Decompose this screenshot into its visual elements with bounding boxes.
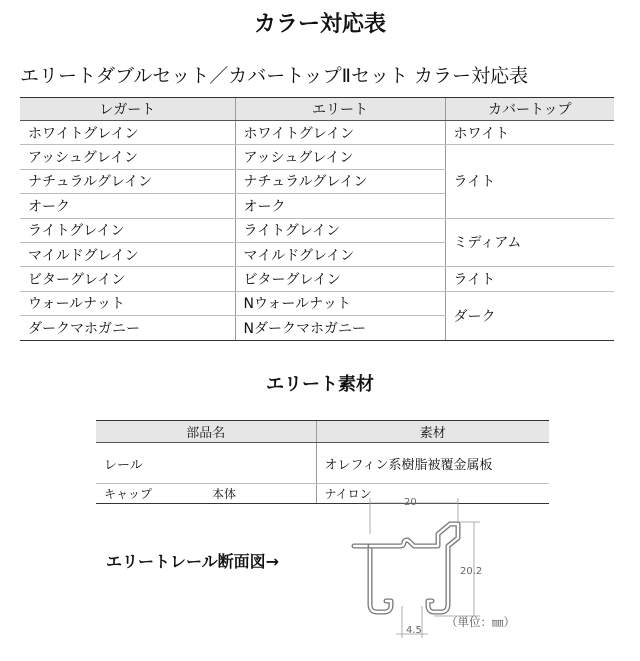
header-elite: エリート <box>235 98 445 121</box>
material-table-header <box>96 421 549 443</box>
header-part-name: 部品名 <box>96 421 316 443</box>
header-covertop: カバートップ <box>445 98 614 121</box>
header-legato: レガート <box>20 98 235 121</box>
table-row <box>96 443 549 484</box>
table-row <box>20 121 614 145</box>
color-table-header <box>20 98 614 121</box>
material-table <box>96 420 549 504</box>
elite-cell: ナチュラルグレイン <box>235 169 445 193</box>
rail-section-label: エリートレール断面図→ <box>106 552 280 571</box>
part-name: キャップ <box>104 487 153 501</box>
part-cell <box>96 484 316 504</box>
elite-cell: アッシュグレイン <box>235 145 445 169</box>
legato-cell: ビターグレイン <box>20 267 235 291</box>
elite-cell: ビターグレイン <box>235 267 445 291</box>
legato-cell: ライトグレイン <box>20 218 235 242</box>
color-table-title: エリートダブルセット／カバートップⅡセット カラー対応表 <box>20 65 529 87</box>
rail-profile-left <box>354 546 391 612</box>
rail-cross-section-diagram <box>340 494 540 644</box>
material-table-title: エリート素材 <box>266 374 374 395</box>
legato-cell: ホワイトグレイン <box>20 121 235 145</box>
covertop-cell: ライト <box>445 267 614 291</box>
legato-cell: ナチュラルグレイン <box>20 169 235 193</box>
elite-cell: オーク <box>235 194 445 218</box>
table-row <box>20 291 614 315</box>
legato-cell: マイルドグレイン <box>20 242 235 266</box>
material-cell: オレフィン系樹脂被覆金属板 <box>316 443 549 484</box>
elite-cell: Nダークマホガニー <box>235 316 445 340</box>
elite-cell: ライトグレイン <box>235 218 445 242</box>
legato-cell: アッシュグレイン <box>20 145 235 169</box>
rail-profile-right <box>370 524 458 612</box>
legato-cell: オーク <box>20 194 235 218</box>
part-sub-name: 本体 <box>212 487 237 501</box>
rail-profile-right-inner <box>370 524 458 612</box>
legato-cell: ウォールナット <box>20 291 235 315</box>
elite-cell: マイルドグレイン <box>235 242 445 266</box>
part-name: レール <box>104 457 143 473</box>
covertop-cell: ミディアム <box>445 218 614 267</box>
table-row <box>20 145 614 169</box>
elite-cell: ホワイトグレイン <box>235 121 445 145</box>
unit-note: （単位：㎜） <box>446 615 515 629</box>
opening-dimension-text: 4.5 <box>406 625 422 636</box>
material-cell: ナイロン <box>316 484 549 504</box>
covertop-cell: ライト <box>445 145 614 218</box>
covertop-cell: ホワイト <box>445 121 614 145</box>
header-material: 素材 <box>316 421 549 443</box>
covertop-cell: ダーク <box>445 291 614 340</box>
legato-cell: ダークマホガニー <box>20 316 235 340</box>
table-row <box>20 267 614 291</box>
height-dimension-text: 20.2 <box>460 566 483 577</box>
table-row <box>20 218 614 242</box>
part-cell <box>96 443 316 484</box>
page-title: カラー対応表 <box>253 12 386 37</box>
elite-cell: Nウォールナット <box>235 291 445 315</box>
width-dimension-text: 20 <box>404 497 417 508</box>
color-correspondence-table <box>20 97 614 341</box>
